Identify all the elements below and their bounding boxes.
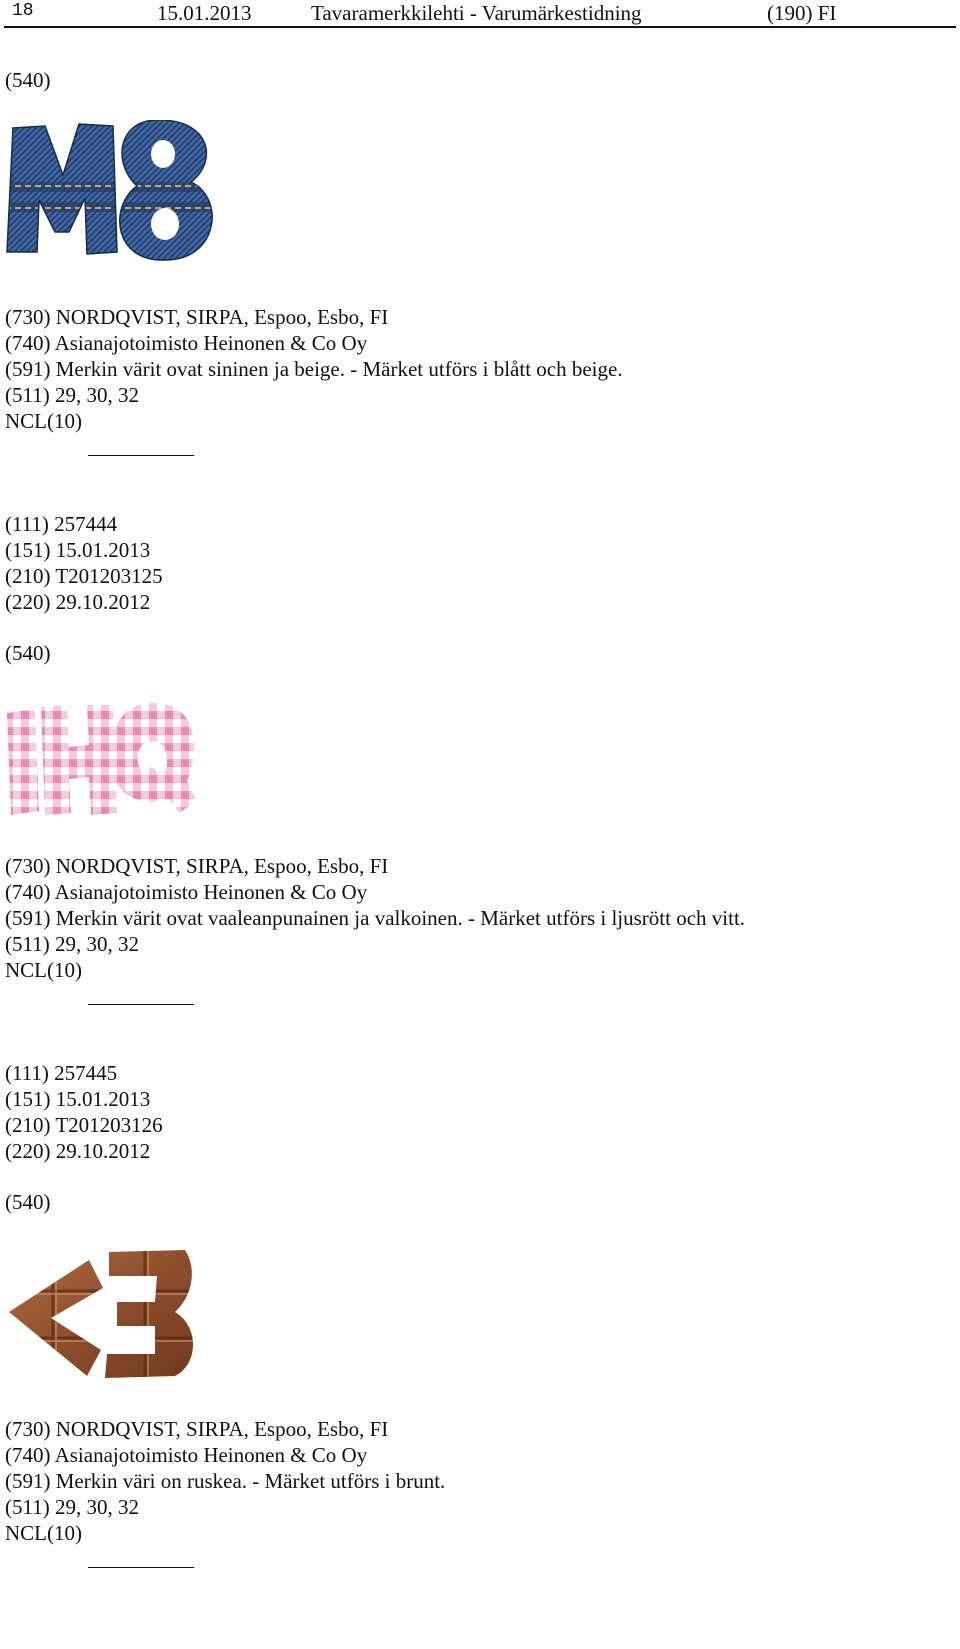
page-number: 18 (12, 1, 34, 21)
owner-line: (730) NORDQVIST, SIRPA, Espoo, Esbo, FI (5, 305, 389, 329)
mark-code: (540) (5, 641, 51, 665)
mark-code: (540) (5, 68, 51, 92)
application-number: (210) T201203126 (5, 1113, 163, 1137)
page-header (4, 0, 956, 28)
ihq-pink-gingham-logo-icon (5, 695, 197, 820)
mark-code: (540) (5, 1190, 51, 1214)
country-code: (190) FI (767, 1, 837, 25)
entry-separator (88, 455, 194, 456)
journal-title: Tavaramerkkilehti - Varumärkestidning (311, 1, 642, 25)
registration-number: (111) 257445 (5, 1061, 118, 1085)
less-than-three-chocolate-logo-icon (5, 1246, 201, 1386)
application-date: (220) 29.10.2012 (5, 1139, 151, 1163)
ncl-line: NCL(10) (5, 958, 82, 982)
classes-line: (511) 29, 30, 32 (5, 383, 139, 407)
owner-line: (730) NORDQVIST, SIRPA, Espoo, Esbo, FI (5, 1417, 389, 1441)
owner-line: (730) NORDQVIST, SIRPA, Espoo, Esbo, FI (5, 854, 389, 878)
ncl-line: NCL(10) (5, 1521, 82, 1545)
ncl-line: NCL(10) (5, 409, 82, 433)
registration-date: (151) 15.01.2013 (5, 1087, 151, 1111)
application-number: (210) T201203125 (5, 564, 163, 588)
entry-separator (88, 1567, 194, 1568)
m8-denim-logo-icon (5, 120, 223, 275)
agent-line: (740) Asianajotoimisto Heinonen & Co Oy (5, 1443, 368, 1467)
colors-line: (591) Merkin värit ovat vaaleanpunainen ja valkoinen. - Märket utförs i ljusrött och vitt. (5, 906, 746, 930)
agent-line: (740) Asianajotoimisto Heinonen & Co Oy (5, 880, 368, 904)
publication-date: 15.01.2013 (157, 1, 252, 25)
registration-number: (111) 257444 (5, 512, 118, 536)
classes-line: (511) 29, 30, 32 (5, 1495, 139, 1519)
colors-line: (591) Merkin värit ovat sininen ja beige. - Märket utförs i blått och beige. (5, 357, 623, 381)
colors-line: (591) Merkin väri on ruskea. - Märket utförs i brunt. (5, 1469, 446, 1493)
entry-separator (88, 1004, 194, 1005)
registration-date: (151) 15.01.2013 (5, 538, 151, 562)
agent-line: (740) Asianajotoimisto Heinonen & Co Oy (5, 331, 368, 355)
application-date: (220) 29.10.2012 (5, 590, 151, 614)
classes-line: (511) 29, 30, 32 (5, 932, 139, 956)
